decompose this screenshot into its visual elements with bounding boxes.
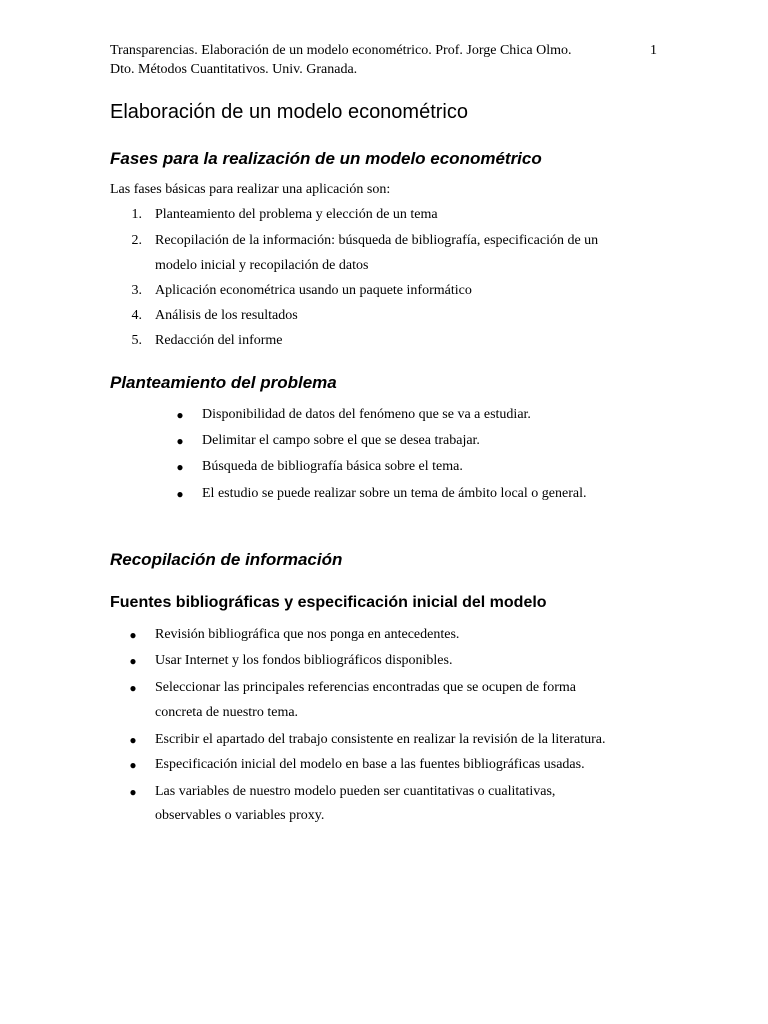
bullet-icon: ●: [129, 628, 137, 642]
list-item-text-continuation: concreta de nuestro tema.: [155, 705, 299, 720]
document-title: Elaboración de un modelo econométrico: [110, 101, 468, 123]
header-line-2: Dto. Métodos Cuantitativos. Univ. Granada.: [110, 62, 358, 77]
bullet-icon: ●: [129, 733, 137, 747]
section-heading-fases: Fases para la realización de un modelo econométrico: [110, 149, 542, 168]
header-line-1: Transparencias. Elaboración de un modelo econométrico. Prof. Jorge Chica Olmo.: [110, 43, 572, 58]
list-item-text: Las variables de nuestro modelo pueden ser cuantitativas o cualitativas,: [155, 784, 556, 799]
section-heading-recopilacion: Recopilación de información: [110, 550, 343, 569]
section-heading-planteamiento: Planteamiento del problema: [110, 373, 337, 392]
bullet-icon: ●: [176, 408, 184, 422]
bullet-icon: ●: [129, 681, 137, 695]
page-number: 1: [650, 43, 657, 58]
bullet-icon: ●: [129, 785, 137, 799]
list-item-text: Especificación inicial del modelo en base a las fuentes bibliográficas usadas.: [155, 757, 585, 772]
list-number: 5.: [131, 333, 142, 348]
list-number: 1.: [131, 207, 142, 222]
list-item-text: Redacción del informe: [155, 333, 283, 348]
list-item-text: Escribir el apartado del trabajo consistente en realizar la revisión de la literatura.: [155, 732, 606, 747]
list-item-text: Seleccionar las principales referencias encontradas que se ocupen de forma: [155, 680, 576, 695]
list-item-text: Disponibilidad de datos del fenómeno que se va a estudiar.: [202, 407, 531, 422]
list-number: 3.: [131, 283, 142, 298]
bullet-icon: ●: [176, 487, 184, 501]
bullet-icon: ●: [129, 654, 137, 668]
list-item-text: Búsqueda de bibliografía básica sobre el tema.: [202, 459, 463, 474]
list-item-text: Revisión bibliográfica que nos ponga en antecedentes.: [155, 627, 460, 642]
bullet-icon: ●: [129, 758, 137, 772]
list-item-text: Recopilación de la información: búsqueda de bibliografía, especificación de un: [155, 233, 599, 248]
section-intro: Las fases básicas para realizar una aplicación son:: [110, 182, 391, 197]
list-item-text: Aplicación econométrica usando un paquete informático: [155, 283, 472, 298]
list-item-text-continuation: observables o variables proxy.: [155, 808, 325, 823]
list-item-text: Análisis de los resultados: [155, 308, 298, 323]
list-number: 4.: [131, 308, 142, 323]
subsection-heading-fuentes: Fuentes bibliográficas y especificación inicial del modelo: [110, 594, 547, 611]
list-number: 2.: [131, 233, 142, 248]
list-item-text-continuation: modelo inicial y recopilación de datos: [155, 258, 369, 273]
list-item-text: Planteamiento del problema y elección de un tema: [155, 207, 438, 222]
list-item-text: El estudio se puede realizar sobre un tema de ámbito local o general.: [202, 486, 587, 501]
bullet-icon: ●: [176, 434, 184, 448]
list-item-text: Usar Internet y los fondos bibliográficos disponibles.: [155, 653, 453, 668]
list-item-text: Delimitar el campo sobre el que se desea trabajar.: [202, 433, 480, 448]
bullet-icon: ●: [176, 460, 184, 474]
